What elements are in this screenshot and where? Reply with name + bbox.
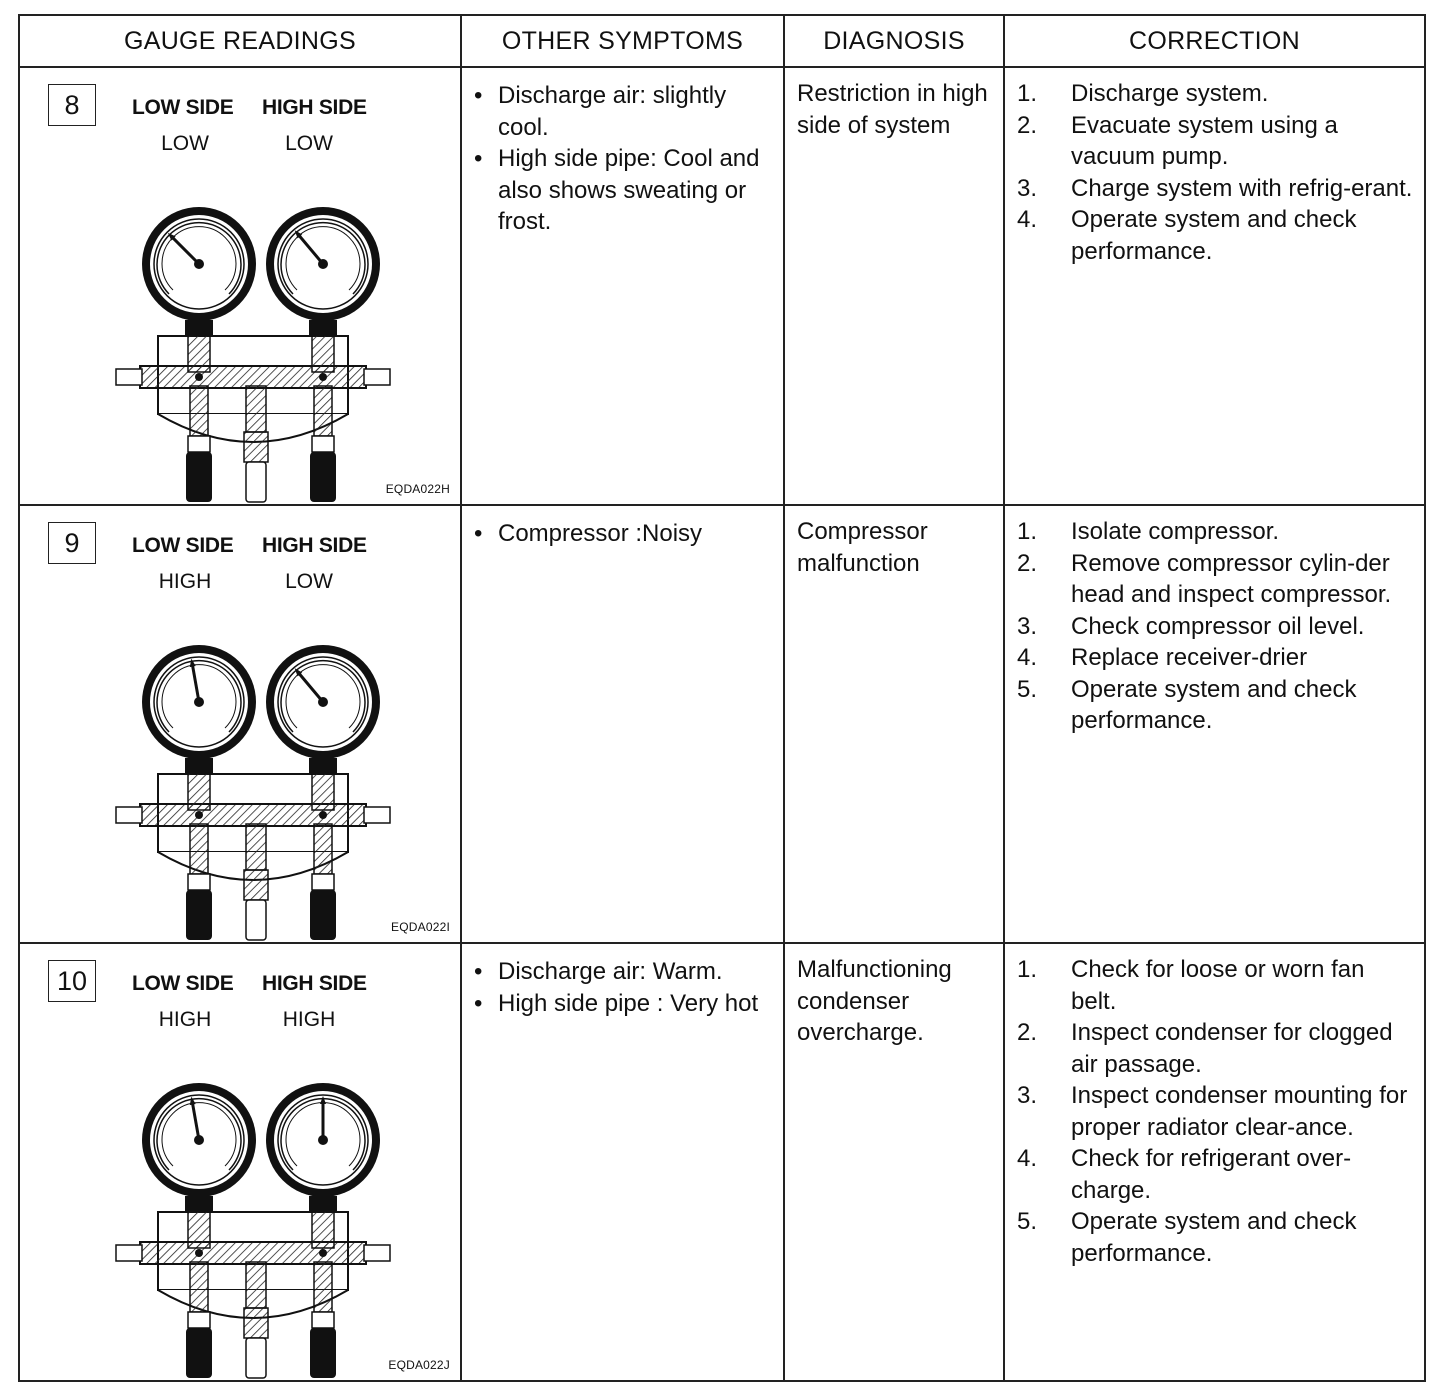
header-diagnosis: DIAGNOSIS [784, 15, 1004, 67]
correction-step [1017, 78, 1414, 110]
high-pressure-gauge-icon [266, 645, 380, 774]
correction-step [1017, 204, 1414, 267]
low-pressure-gauge-icon [142, 1083, 256, 1212]
manifold-gauge-icon [102, 598, 402, 948]
step-number: 3. [1017, 174, 1038, 202]
symptom-list [462, 944, 783, 1019]
high-side-label: HIGH SIDE [262, 534, 367, 557]
correction-step [1017, 954, 1414, 1017]
step-text: Inspect condenser mounting for proper radiator clear-ance. [1071, 1082, 1408, 1141]
step-number: 3. [1017, 1082, 1038, 1109]
low-gauge-reading: HIGH [158, 1008, 212, 1031]
correction-list [1005, 506, 1424, 737]
correction-step [1017, 611, 1414, 643]
figure-code: EQDA022I [391, 920, 450, 934]
low-gauge-reading: HIGH [158, 570, 212, 593]
diagnosis-text: Compressor malfunction [797, 518, 928, 577]
high-gauge-reading: LOW [285, 132, 333, 155]
correction-step [1017, 1080, 1414, 1143]
step-text: Charge system with refrig-erant. [1071, 174, 1413, 202]
low-side-label: LOW SIDE [132, 96, 234, 119]
high-pressure-gauge-icon [266, 207, 380, 336]
high-gauge-reading: LOW [285, 570, 333, 593]
correction-step [1017, 642, 1414, 674]
header-gauge-readings: GAUGE READINGS [19, 15, 461, 67]
step-number: 1. [1017, 518, 1038, 545]
row-number: 8 [48, 84, 96, 126]
correction-list [1005, 944, 1424, 1269]
gauge-cell [19, 67, 461, 505]
high-side-label: HIGH SIDE [262, 96, 367, 119]
symptoms-cell [461, 67, 784, 505]
correction-step [1017, 110, 1414, 173]
step-number: 4. [1017, 644, 1038, 671]
diagnosis-cell [784, 505, 1004, 943]
correction-step [1017, 1143, 1414, 1206]
manifold-gauge-icon [102, 160, 402, 510]
header-correction: CORRECTION [1004, 15, 1425, 67]
step-number: 2. [1017, 549, 1038, 577]
step-text: Check for loose or worn fan belt. [1071, 956, 1365, 1015]
step-number: 5. [1017, 675, 1038, 703]
figure-code: EQDA022J [388, 1358, 450, 1372]
row-number: 9 [48, 522, 96, 564]
diagnosis-text: Malfunctioning condenser overcharge. [797, 956, 952, 1046]
correction-step [1017, 674, 1414, 737]
correction-step [1017, 173, 1414, 205]
step-text: Replace receiver-drier [1071, 644, 1308, 671]
step-number: 2. [1017, 1019, 1038, 1046]
table-row [19, 505, 1425, 943]
step-number: 3. [1017, 612, 1038, 640]
step-number: 1. [1017, 80, 1038, 107]
table-row [19, 943, 1425, 1381]
low-side-label: LOW SIDE [132, 972, 234, 995]
step-text: Evacuate system using a vacuum pump. [1071, 111, 1338, 170]
correction-step [1017, 548, 1414, 611]
diagnosis-cell [784, 943, 1004, 1381]
gauge-cell [19, 505, 461, 943]
step-text: Inspect condenser for clogged air passage. [1071, 1019, 1393, 1078]
symptoms-cell [461, 943, 784, 1381]
figure-code: EQDA022H [385, 482, 450, 496]
step-text: Operate system and check performance. [1071, 206, 1357, 265]
symptom-item: • Discharge air: Warm. [498, 956, 773, 988]
correction-cell [1004, 505, 1425, 943]
correction-step [1017, 516, 1414, 548]
step-text: Discharge system. [1071, 80, 1269, 107]
table-row [19, 67, 1425, 505]
correction-cell [1004, 67, 1425, 505]
step-text: Check for refrigerant over-charge. [1071, 1145, 1352, 1204]
low-side-label: LOW SIDE [132, 534, 234, 557]
symptoms-cell [461, 505, 784, 943]
step-number: 1. [1017, 956, 1038, 983]
diagnosis-text: Restriction in high side of system [797, 80, 988, 139]
low-gauge-reading: LOW [161, 132, 209, 155]
diagnosis-table [18, 14, 1426, 1382]
low-pressure-gauge-icon [142, 645, 256, 774]
step-text: Operate system and check performance. [1071, 1208, 1357, 1267]
step-text: Check compressor oil level. [1071, 612, 1365, 640]
symptom-list [462, 68, 783, 238]
symptom-item: • High side pipe: Cool and also shows sweating or frost. [498, 143, 773, 238]
high-gauge-reading: HIGH [282, 1008, 336, 1031]
correction-step [1017, 1017, 1414, 1080]
gauge-cell [19, 943, 461, 1381]
symptom-item: • High side pipe : Very hot [498, 988, 773, 1020]
step-text: Isolate compressor. [1071, 518, 1280, 545]
symptom-item: • Compressor :Noisy [498, 518, 773, 550]
symptom-item: • Discharge air: slightly cool. [498, 80, 773, 143]
high-side-label: HIGH SIDE [262, 972, 367, 995]
step-number: 2. [1017, 111, 1038, 139]
manifold-gauge-icon [102, 1036, 402, 1386]
correction-cell [1004, 943, 1425, 1381]
step-number: 4. [1017, 206, 1038, 233]
step-number: 5. [1017, 1208, 1038, 1235]
high-pressure-gauge-icon [266, 1083, 380, 1212]
step-text: Operate system and check performance. [1071, 675, 1357, 734]
row-number: 10 [48, 960, 96, 1002]
symptom-list [462, 506, 783, 550]
correction-list [1005, 68, 1424, 267]
correction-step [1017, 1206, 1414, 1269]
low-pressure-gauge-icon [142, 207, 256, 336]
step-number: 4. [1017, 1145, 1038, 1172]
header-other-symptoms: OTHER SYMPTOMS [461, 15, 784, 67]
step-text: Remove compressor cylin-der head and inspect compressor. [1071, 549, 1392, 608]
diagnosis-cell [784, 67, 1004, 505]
